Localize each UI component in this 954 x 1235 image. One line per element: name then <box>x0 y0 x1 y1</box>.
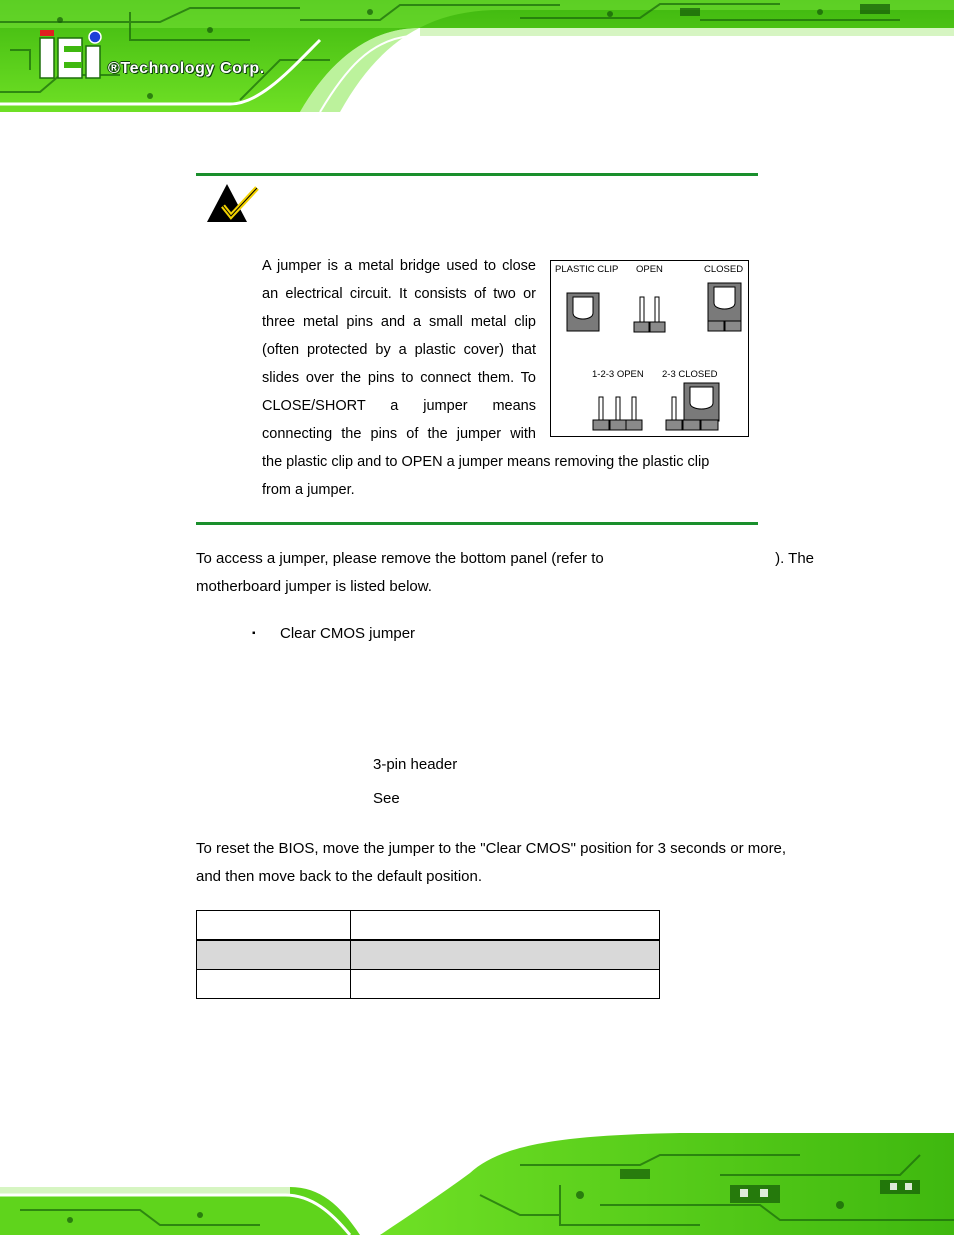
note-top-rule <box>196 173 758 176</box>
access-line-2: motherboard jumper is listed below. <box>196 578 432 595</box>
bullet-item-text: Clear CMOS jumper <box>280 625 416 642</box>
note-line: from a jumper. <box>262 482 355 498</box>
access-paragraph <box>196 545 814 601</box>
access-line-1 <box>196 545 814 573</box>
reset-paragraph <box>196 835 814 891</box>
reset-line-2: and then move back to the default position. <box>196 868 483 885</box>
company-name: ®Technology Corp. <box>108 60 265 77</box>
table-cell <box>197 911 351 941</box>
reset-line-1: To reset the BIOS, move the jumper to the "Clear CMOS" position for 3 seconds or more, <box>196 840 787 857</box>
circuit-board-graphic <box>0 0 954 112</box>
jumper-type-value: 3-pin header <box>373 756 458 773</box>
note-text-continuation <box>262 448 752 504</box>
access-line-right: ). The <box>775 550 814 567</box>
label-123-open: 1-2-3 OPEN <box>592 369 644 380</box>
note-line: (often protected by a plastic cover) that <box>262 342 536 358</box>
header-banner <box>0 0 954 112</box>
table-cell <box>351 940 660 970</box>
table-cell <box>351 970 660 999</box>
jumper-drawings <box>551 261 748 436</box>
note-line: an electrical circuit. It consists of two or <box>262 286 536 302</box>
check-warning-icon <box>205 180 259 224</box>
note-line: three metal pins and a small metal clip <box>262 314 536 330</box>
table-cell <box>197 970 351 999</box>
open-jumper-shape <box>634 297 665 332</box>
note-line: slides over the pins to connect them. To <box>262 370 536 386</box>
label-closed: CLOSED <box>704 264 744 275</box>
note-line: CLOSE/SHORT a jumper means <box>262 398 536 414</box>
square-bullet-icon: ▪ <box>252 628 256 640</box>
note-line: the plastic clip and to OPEN a jumper means removing the plastic clip <box>262 454 710 470</box>
plastic-clip-shape <box>567 293 599 331</box>
closed-jumper-shape <box>708 283 741 331</box>
note-line: connecting the pins of the jumper with <box>262 426 536 442</box>
note-text-block <box>262 252 536 448</box>
jumper-settings-reference: See <box>373 790 400 807</box>
table-row <box>197 911 660 941</box>
label-23-closed: 2-3 CLOSED <box>662 369 718 380</box>
three-pin-open-shape <box>593 397 642 430</box>
three-pin-closed-shape <box>666 383 719 430</box>
table-row <box>197 970 660 999</box>
note-line: A jumper is a metal bridge used to close <box>262 258 536 274</box>
jumper-diagram <box>550 260 749 437</box>
table-cell <box>351 911 660 941</box>
access-line-left: To access a jumper, please remove the bottom panel (refer to <box>196 550 604 567</box>
table-row <box>197 940 660 970</box>
footer-banner <box>0 1125 954 1235</box>
jumper-settings-table <box>196 910 660 999</box>
table-cell <box>197 940 351 970</box>
note-bottom-rule <box>196 522 758 525</box>
label-open: OPEN <box>636 264 663 275</box>
circuit-board-graphic <box>0 1125 954 1235</box>
bullet-list-item <box>252 622 415 646</box>
label-plastic-clip: PLASTIC CLIP <box>555 264 619 275</box>
